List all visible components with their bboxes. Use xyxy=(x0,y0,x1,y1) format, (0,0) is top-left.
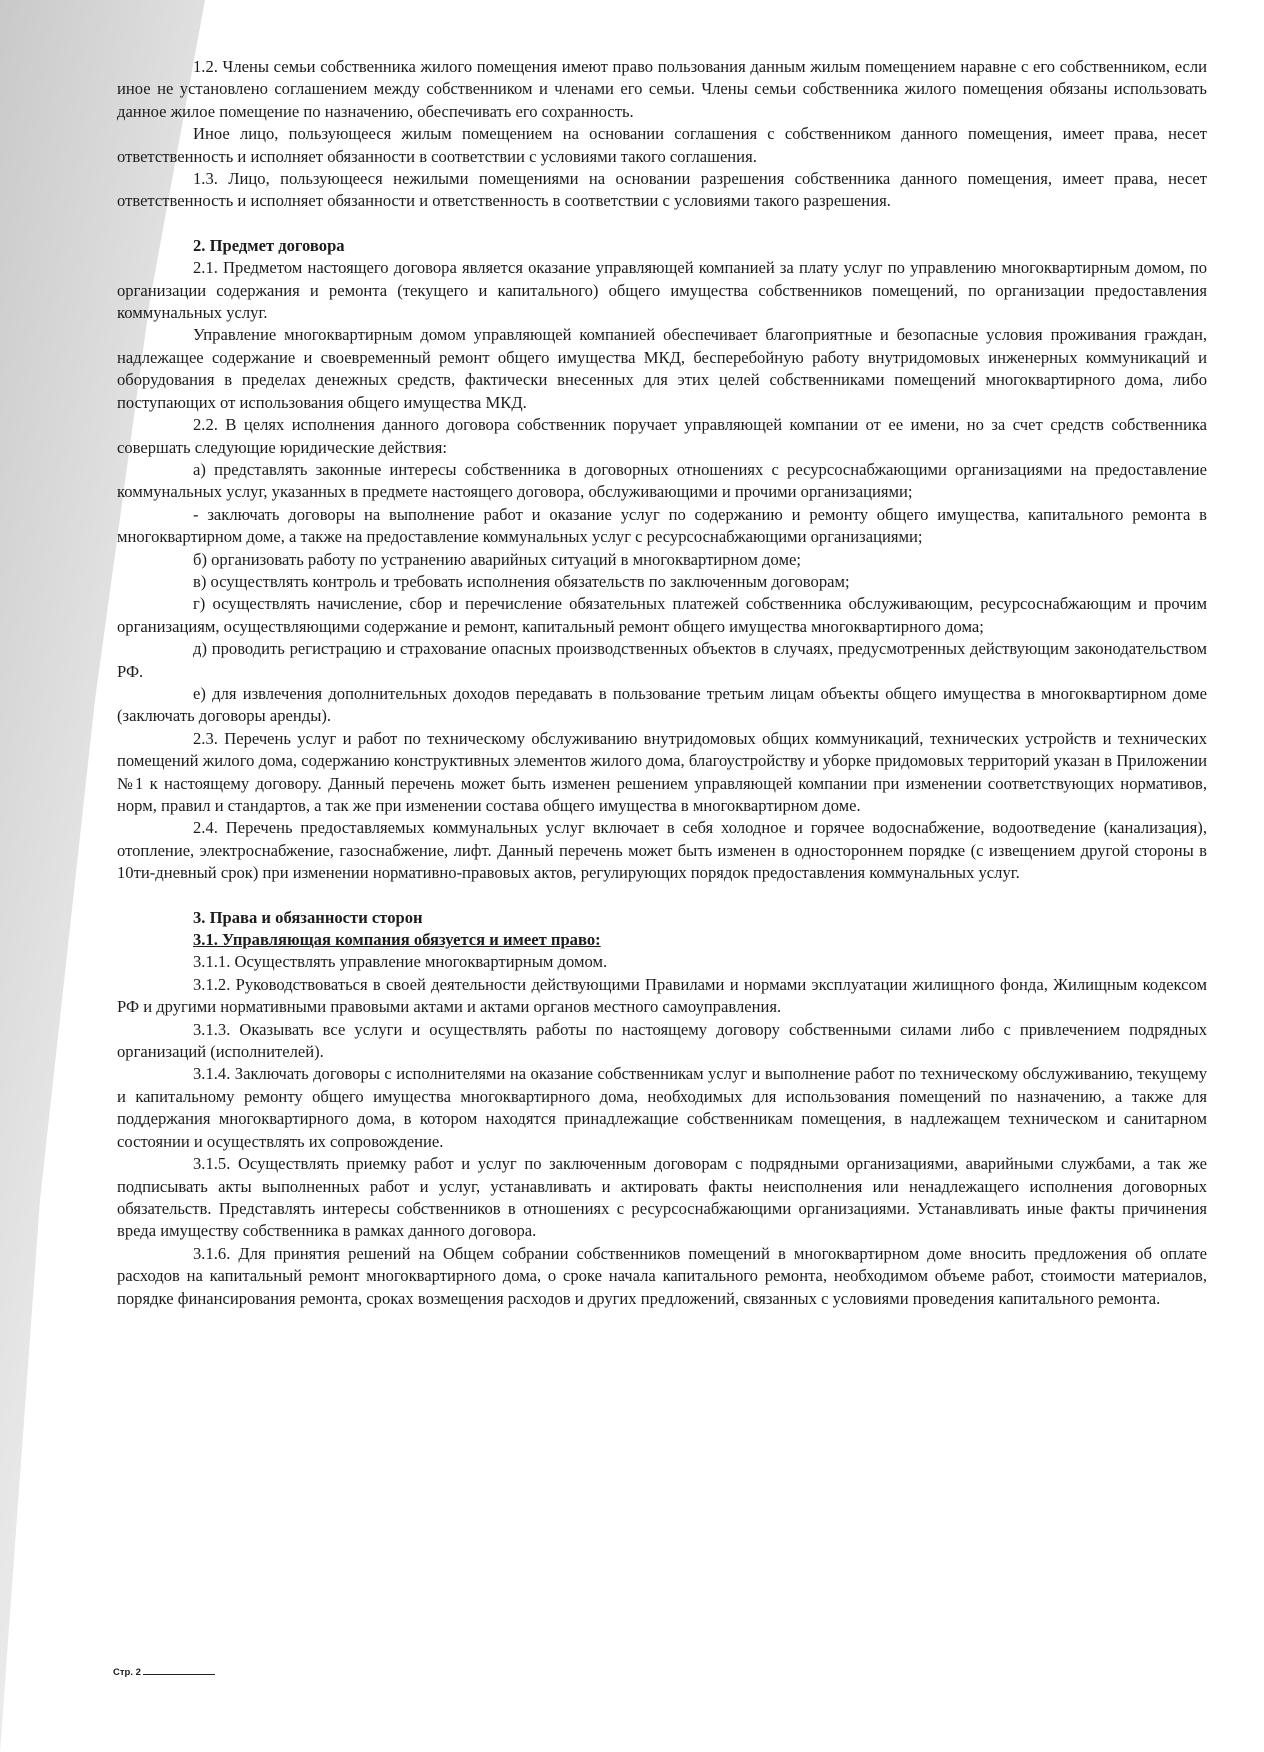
paragraph: 1.3. Лицо, пользующееся нежилыми помещениями на основании разрешения собственника данного помещения, имеет права, несет ответственность и исполняет обязанности и ответственность в соответствии с условиями такого разрешения. xyxy=(117,169,1207,211)
paragraph: 3.1.2. Руководствоваться в своей деятельности действующими Правилами и нормами эксплуатации жилищного фонда, Жилищным кодексом РФ и другими нормативными правовыми актами и актами органов местного самоуправления. xyxy=(117,974,1207,1017)
paragraph: 3.1.5. Осуществлять приемку работ и услуг по заключенным договорам с подрядными организациями, аварийными службами, а так же подписывать акты выполненных работ и услуг, устанавливать и актировать факты неисполнения или ненадлежащего исполнения договорных обязательств. Представлять интересы собственников в отношениях с ресурсоснабжающими организациями. Устанавливать иные факты причинения вреда имуществу собственника в рамках данного договора. xyxy=(117,1154,1207,1241)
paragraph: а) представлять законные интересы собственника в договорных отношениях с ресурсоснабжающими организациями на предоставление коммунальных услуг, указанных в предмете настоящего договора, обслуживающими и прочими организациями; xyxy=(117,459,1207,502)
page-number: Стр. 2 xyxy=(113,1667,141,1678)
paragraph: д) проводить регистрацию и страхование опасных производственных объектов в случаях, предусмотренных действующим законодательством РФ. xyxy=(117,639,1207,681)
paragraph: 2.1. Предметом настоящего договора является оказание управляющей компанией за плату услуг по управлению многоквартирным домом, по организации содержания и ремонта (текущего и капитального) общего имущества собственников помещений, по организации предоставления коммунальных услуг. xyxy=(117,258,1207,323)
paragraph: Управление многоквартирным домом управляющей компанией обеспечивает благоприятные и безопасные условия проживания граждан, надлежащее содержание и своевременный ремонт общего имущества МКД, бесперебойную работу внутридомовых инженерных коммуникаций и оборудования в пределах денежных средств, фактически внесенных для этих целей собственниками помещений многоквартирного дома, либо поступающих от использования общего имущества МКД. xyxy=(117,325,1207,412)
paragraph: 3.1.1. Осуществлять управление многоквартирным домом. xyxy=(193,952,608,972)
section-heading: 2. Предмет договора xyxy=(193,235,345,255)
paragraph: 2.4. Перечень предоставляемых коммунальных услуг включает в себя холодное и горячее водоснабжение, водоотведение (канализация), отопление, электроснабжение, газоснабжение, лифт. Данный перечень может быть изменен в одностороннем порядке (с извещением другой стороны в 10ти-дневный срок) при изменении нормативно-правовых актов, регулирующих порядок предоставления коммунальных услуг. xyxy=(117,818,1207,883)
paragraph: 2.3. Перечень услуг и работ по техническому обслуживанию внутридомовых общих коммуникаций, технических устройств и технических помещений жилого дома, содержанию конструктивных элементов жилого дома, благоустройству и уборке придомовых территорий указан в Приложении №1 к настоящему договору. Данный перечень может быть изменен решением управляющей компании при изменении соответствующих нормативов, норм, правил и стандартов, а так же при изменении состава общего имущества в многоквартирном доме. xyxy=(117,728,1207,815)
signature-line xyxy=(143,1674,215,1675)
page-footer xyxy=(113,1667,215,1678)
paragraph: 1.2. Члены семьи собственника жилого помещения имеют право пользования данным жилым помещением наравне с его собственником, если иное не установлено соглашением между собственником и членами его семьи. Члены семьи собственника жилого помещения обязаны использовать данное жилое помещение по назначению, обеспечивать его сохранность. xyxy=(117,57,1207,121)
paragraph: 3.1.3. Оказывать все услуги и осуществлять работы по настоящему договору собственными силами либо с привлечением подрядных организаций (исполнителей). xyxy=(117,1019,1207,1062)
paragraph: в) осуществлять контроль и требовать исполнения обязательств по заключенным договорам; xyxy=(193,571,850,591)
paragraph: 3.1.4. Заключать договоры с исполнителями на оказание собственникам услуг и выполнение работ по техническому обслуживанию, текущему и капитальному ремонту общего имущества многоквартирного дома, необходимых для использования помещений по назначению, а также для поддержания многоквартирного дома, в котором находятся принадлежащие собственникам помещения, в надлежащем техническом и санитарном состоянии и осуществлять их сопровождение. xyxy=(117,1064,1207,1151)
paragraph: г) осуществлять начисление, сбор и перечисление обязательных платежей собственника обслуживающим, ресурсоснабжающим и прочим организациям, осуществляющими содержание и ремонт, капитальный ремонт общего имущества многоквартирного дома; xyxy=(117,594,1207,636)
section-heading: 3. Права и обязанности сторон xyxy=(193,907,423,927)
paragraph: б) организовать работу по устранению аварийных ситуаций в многоквартирном доме; xyxy=(193,549,801,569)
paragraph: 3.1.6. Для принятия решений на Общем собрании собственников помещений в многоквартирном доме вносить предложения об оплате расходов на капитальный ремонт многоквартирного дома, о сроке начала капитального ремонта, необходимом объеме работ, стоимости материалов, порядке финансирования ремонта, сроках возмещения расходов и других предложений, связанных с условиями проведения капитального ремонта. xyxy=(117,1243,1207,1308)
paragraph: е) для извлечения дополнительных доходов передавать в пользование третьим лицам объекты общего имущества в многоквартирном доме (заключать договоры аренды). xyxy=(117,683,1207,726)
document-page xyxy=(117,56,1207,1310)
subsection-heading: 3.1. Управляющая компания обязуется и имеет право: xyxy=(193,930,601,950)
paragraph: - заключать договоры на выполнение работ и оказание услуг по содержанию и ремонту общего имущества, капитального ремонта в многоквартирном доме, а также на предоставление коммунальных услуг с ресурсоснабжающими организациями; xyxy=(117,504,1207,547)
paragraph: Иное лицо, пользующееся жилым помещением на основании соглашения с собственником данного помещения, имеет права, несет ответственность и исполняет обязанности в соответствии с условиями такого соглашения. xyxy=(117,124,1207,166)
paragraph: 2.2. В целях исполнения данного договора собственник поручает управляющей компании от ее имени, но за счет средств собственника совершать следующие юридические действия: xyxy=(117,415,1207,457)
